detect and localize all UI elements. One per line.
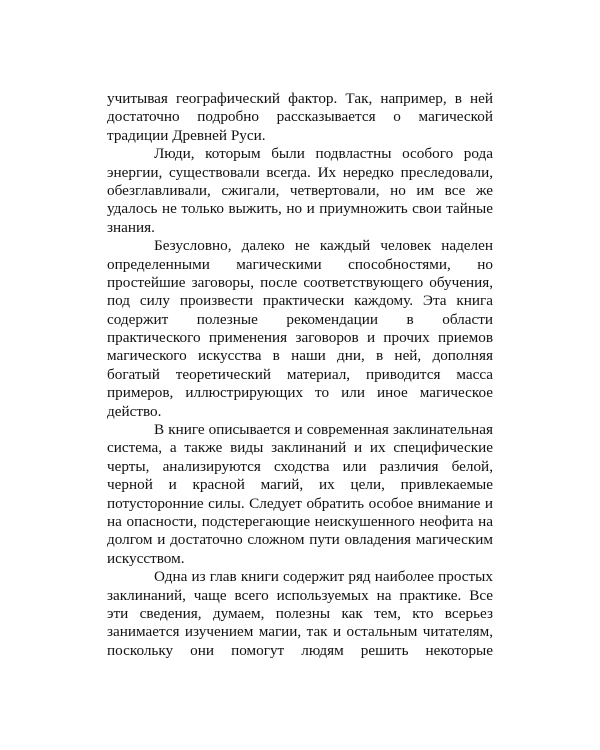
text-line: под силу произвести практически каждому. Эта книга bbox=[107, 292, 493, 310]
text-line: Безусловно, далеко не каждый человек наделен bbox=[154, 237, 493, 255]
text-line: занимается изучением магии, так и остальным читателям, bbox=[107, 623, 493, 641]
text-line: традиции Древней Руси. bbox=[107, 126, 266, 144]
text-line: энергии, существовали всегда. Их нередко преследовали, bbox=[107, 163, 493, 181]
text-line: обезглавливали, сжигали, четвертовали, но им все же bbox=[107, 181, 493, 199]
text-line: удалось не только выжить, но и приумножить свои тайные bbox=[107, 200, 493, 218]
text-line: Люди, которым были подвластны особого рода bbox=[154, 145, 493, 163]
text-line: поскольку они помогут людям решить некоторые bbox=[107, 641, 493, 659]
body-text bbox=[107, 90, 493, 660]
text-line: заклинаний, чаще всего используемых на практике. Все bbox=[107, 586, 493, 604]
text-line: простейшие заговоры, после соответствующего обучения, bbox=[107, 273, 493, 291]
text-line: Одна из глав книги содержит ряд наиболее простых bbox=[154, 568, 493, 586]
text-line: богатый теоретический материал, приводится масса bbox=[107, 365, 493, 383]
text-line: система, а также виды заклинаний и их специфические bbox=[107, 439, 493, 457]
text-line: черты, анализируются сходства или различия белой, bbox=[107, 457, 493, 475]
text-line: В книге описывается и современная заклинательная bbox=[154, 421, 493, 439]
text-line: потусторонние силы. Следует обратить особое внимание и bbox=[107, 494, 493, 512]
text-line: определенными магическими способностями, но bbox=[107, 255, 493, 273]
text-line: черной и красной магий, их цели, привлекаемые bbox=[107, 476, 493, 494]
text-line: достаточно подробно рассказывается о магической bbox=[107, 108, 493, 126]
text-line: действо. bbox=[107, 402, 162, 420]
text-line: примеров, иллюстрирующих то или иное магическое bbox=[107, 384, 493, 402]
text-line: знания. bbox=[107, 218, 155, 236]
text-line: содержит полезные рекомендации в области bbox=[107, 310, 493, 328]
text-line: практического применения заговоров и прочих приемов bbox=[107, 329, 493, 347]
text-line: искусством. bbox=[107, 549, 185, 567]
text-line: эти сведения, думаем, полезны как тем, кто всерьез bbox=[107, 604, 493, 622]
text-line: долгом и достаточно сложном пути овладения магическим bbox=[107, 531, 493, 549]
text-line: на опасности, подстерегающие неискушенного неофита на bbox=[107, 512, 493, 530]
text-line: магического искусства в наши дни, в ней, дополняя bbox=[107, 347, 493, 365]
text-line: учитывая географический фактор. Так, например, в ней bbox=[107, 90, 493, 107]
